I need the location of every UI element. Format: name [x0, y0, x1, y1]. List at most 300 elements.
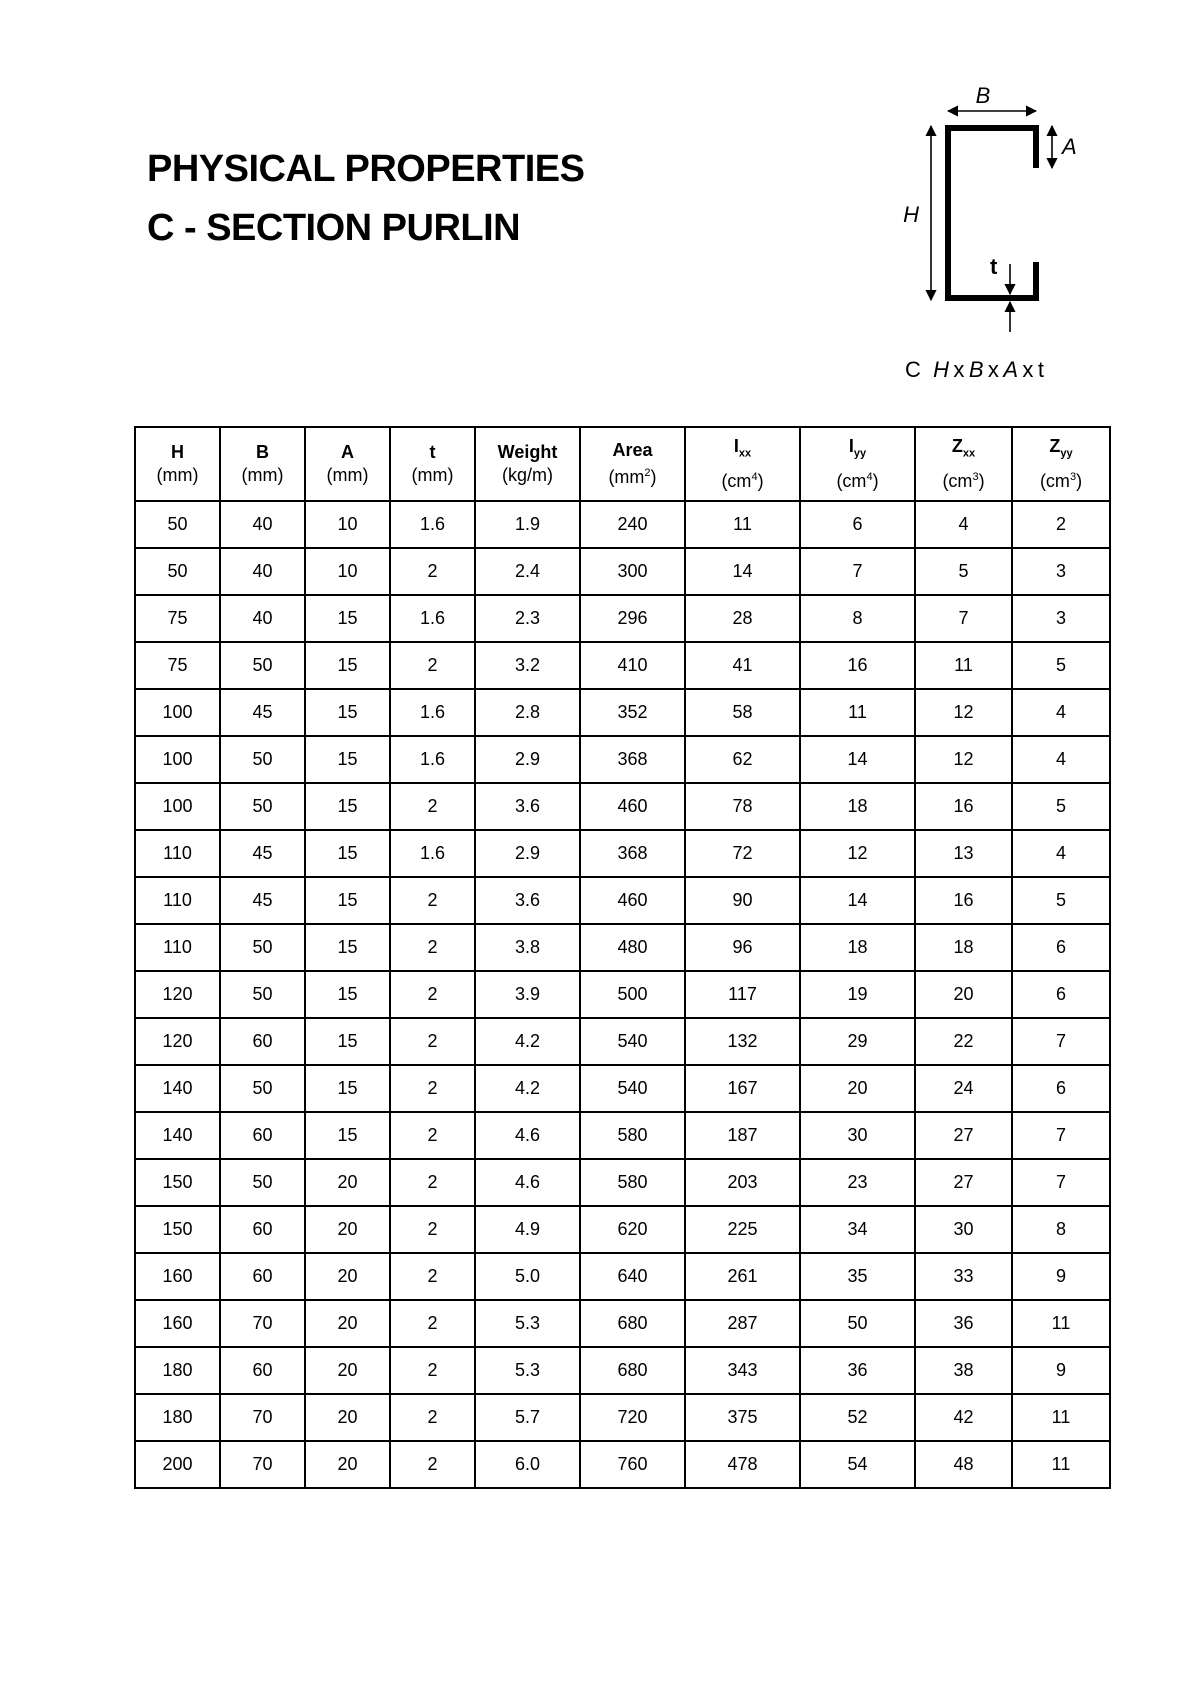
- table-cell: 460: [580, 783, 685, 830]
- designation-b: B: [968, 357, 984, 382]
- header-unit-text: (cm: [836, 470, 867, 491]
- header-unit: [581, 462, 684, 489]
- table-cell: 40: [220, 548, 305, 595]
- header-unit-text: (cm: [1039, 470, 1070, 491]
- table-cell: 13: [915, 830, 1012, 877]
- table-cell: 540: [580, 1018, 685, 1065]
- page-subtitle: C - SECTION PURLIN: [147, 207, 521, 249]
- table-cell: 4: [915, 501, 1012, 548]
- table-cell: 96: [685, 924, 800, 971]
- table-cell: 3: [1012, 548, 1110, 595]
- table-cell: 261: [685, 1253, 800, 1300]
- table-cell: 14: [800, 877, 915, 924]
- table-cell: 640: [580, 1253, 685, 1300]
- table-cell: 100: [135, 783, 220, 830]
- table-cell: 60: [220, 1206, 305, 1253]
- table-cell: 20: [915, 971, 1012, 1018]
- table-cell: 15: [305, 1112, 390, 1159]
- table-cell: 2: [390, 1441, 475, 1488]
- table-cell: 580: [580, 1159, 685, 1206]
- table-cell: 3.8: [475, 924, 580, 971]
- header-unit-exponent: 4: [751, 470, 758, 483]
- table-row: [135, 1394, 1110, 1441]
- table-cell: 2: [390, 924, 475, 971]
- header-unit: [136, 464, 219, 487]
- header-symbol: t: [429, 442, 436, 462]
- label-h: H: [903, 202, 919, 227]
- header-unit: [916, 466, 1011, 493]
- table-cell: 200: [135, 1441, 220, 1488]
- table-cell: 60: [220, 1253, 305, 1300]
- table-cell: 3.2: [475, 642, 580, 689]
- table-cell: 15: [305, 642, 390, 689]
- table-cell: 45: [220, 830, 305, 877]
- table-cell: 50: [220, 783, 305, 830]
- table-cell: 7: [1012, 1018, 1110, 1065]
- table-cell: 50: [220, 642, 305, 689]
- header-symbol: Z: [951, 436, 963, 457]
- table-cell: 90: [685, 877, 800, 924]
- designation-a: A: [1003, 357, 1019, 382]
- table-cell: 33: [915, 1253, 1012, 1300]
- table-cell: 19: [800, 971, 915, 1018]
- table-row: [135, 548, 1110, 595]
- table-cell: 2.8: [475, 689, 580, 736]
- table-cell: 10: [305, 548, 390, 595]
- table-cell: 29: [800, 1018, 915, 1065]
- table-cell: 3.6: [475, 877, 580, 924]
- table-cell: 15: [305, 689, 390, 736]
- table-cell: 11: [915, 642, 1012, 689]
- table-cell: 30: [915, 1206, 1012, 1253]
- table-cell: 42: [915, 1394, 1012, 1441]
- table-cell: 75: [135, 642, 220, 689]
- table-cell: 1.9: [475, 501, 580, 548]
- table-cell: 20: [305, 1394, 390, 1441]
- header-unit: [801, 466, 914, 493]
- table-cell: 5.7: [475, 1394, 580, 1441]
- header-symbol: A: [341, 442, 354, 462]
- label-t: t: [990, 254, 998, 279]
- table-cell: 72: [685, 830, 800, 877]
- header-unit: [476, 464, 579, 487]
- header-subscript: xx: [738, 447, 752, 460]
- header-unit-text: (cm: [942, 470, 973, 491]
- table-cell: 2: [390, 1112, 475, 1159]
- table-cell: 6: [1012, 971, 1110, 1018]
- table-row: [135, 1347, 1110, 1394]
- table-cell: 34: [800, 1206, 915, 1253]
- table-cell: 50: [220, 1159, 305, 1206]
- table-cell: 1.6: [390, 501, 475, 548]
- table-cell: 500: [580, 971, 685, 1018]
- table-cell: 15: [305, 830, 390, 877]
- table-cell: 60: [220, 1018, 305, 1065]
- table-cell: 5: [1012, 783, 1110, 830]
- table-cell: 580: [580, 1112, 685, 1159]
- table-cell: 6.0: [475, 1441, 580, 1488]
- table-cell: 70: [220, 1441, 305, 1488]
- table-cell: 5: [1012, 642, 1110, 689]
- table-header-row: [135, 427, 1110, 501]
- table-cell: 62: [685, 736, 800, 783]
- table-cell: 2: [390, 1347, 475, 1394]
- table-cell: 54: [800, 1441, 915, 1488]
- table-cell: 2: [390, 783, 475, 830]
- table-cell: 460: [580, 877, 685, 924]
- table-cell: 3.6: [475, 783, 580, 830]
- header-unit-close: ): [872, 470, 879, 491]
- table-cell: 24: [915, 1065, 1012, 1112]
- table-cell: 11: [1012, 1441, 1110, 1488]
- table-cell: 110: [135, 830, 220, 877]
- header-unit-close: ): [277, 465, 284, 485]
- table-cell: 20: [800, 1065, 915, 1112]
- table-cell: 30: [800, 1112, 915, 1159]
- table-cell: 100: [135, 689, 220, 736]
- table-cell: 140: [135, 1112, 220, 1159]
- table-cell: 4: [1012, 830, 1110, 877]
- table-cell: 132: [685, 1018, 800, 1065]
- header-symbol: I: [848, 436, 854, 457]
- table-row: [135, 1441, 1110, 1488]
- header-unit-text: (mm: [156, 465, 193, 485]
- column-header: [135, 427, 220, 501]
- table-cell: 45: [220, 689, 305, 736]
- table-cell: 680: [580, 1300, 685, 1347]
- table-cell: 2: [390, 877, 475, 924]
- table-cell: 23: [800, 1159, 915, 1206]
- table-cell: 300: [580, 548, 685, 595]
- header-unit-close: ): [650, 467, 657, 487]
- table-cell: 3: [1012, 595, 1110, 642]
- table-cell: 1.6: [390, 830, 475, 877]
- table-cell: 50: [220, 971, 305, 1018]
- column-header: [915, 427, 1012, 501]
- c-section-diagram: [880, 78, 1110, 338]
- table-cell: 110: [135, 877, 220, 924]
- table-cell: 296: [580, 595, 685, 642]
- table-cell: 15: [305, 924, 390, 971]
- table-cell: 8: [800, 595, 915, 642]
- table-row: [135, 1206, 1110, 1253]
- table-cell: 120: [135, 971, 220, 1018]
- table-cell: 35: [800, 1253, 915, 1300]
- header-unit-close: ): [547, 465, 553, 485]
- designation-h: H: [933, 357, 950, 382]
- header-unit-text: (mm: [608, 467, 645, 487]
- table-cell: 180: [135, 1394, 220, 1441]
- designation-t: t: [1037, 357, 1044, 382]
- header-subscript: xx: [962, 447, 976, 460]
- table-cell: 11: [1012, 1300, 1110, 1347]
- designation-x1: x: [953, 357, 965, 382]
- table-cell: 680: [580, 1347, 685, 1394]
- table-cell: 70: [220, 1394, 305, 1441]
- header-unit-text: (mm: [411, 465, 448, 485]
- column-header: [580, 427, 685, 501]
- table-cell: 4.9: [475, 1206, 580, 1253]
- table-cell: 50: [135, 548, 220, 595]
- table-cell: 18: [800, 924, 915, 971]
- header-unit: [391, 464, 474, 487]
- column-header: [220, 427, 305, 501]
- table-cell: 18: [800, 783, 915, 830]
- table-cell: 4.6: [475, 1112, 580, 1159]
- header-symbol: Z: [1049, 436, 1061, 457]
- table-cell: 18: [915, 924, 1012, 971]
- table-cell: 11: [800, 689, 915, 736]
- table-cell: 2: [390, 1018, 475, 1065]
- column-header: [1012, 427, 1110, 501]
- table-cell: 225: [685, 1206, 800, 1253]
- table-cell: 410: [580, 642, 685, 689]
- table-cell: 2: [390, 1206, 475, 1253]
- header-subscript: yy: [853, 447, 867, 460]
- table-cell: 10: [305, 501, 390, 548]
- table-cell: 1.6: [390, 595, 475, 642]
- table-row: [135, 1112, 1110, 1159]
- table-cell: 2: [390, 1253, 475, 1300]
- table-cell: 58: [685, 689, 800, 736]
- column-header: [800, 427, 915, 501]
- table-cell: 20: [305, 1253, 390, 1300]
- physical-properties-table: [134, 426, 1111, 1489]
- table-cell: 7: [1012, 1112, 1110, 1159]
- table-row: [135, 736, 1110, 783]
- header-unit-exponent: 3: [1069, 470, 1077, 483]
- table-cell: 4.6: [475, 1159, 580, 1206]
- table-cell: 240: [580, 501, 685, 548]
- table-cell: 5: [1012, 877, 1110, 924]
- table-cell: 368: [580, 736, 685, 783]
- table-row: [135, 1065, 1110, 1112]
- table-cell: 12: [800, 830, 915, 877]
- table-cell: 368: [580, 830, 685, 877]
- column-header: [685, 427, 800, 501]
- header-unit-close: ): [1076, 470, 1083, 491]
- table-cell: 15: [305, 595, 390, 642]
- table-cell: 36: [800, 1347, 915, 1394]
- header-unit-text: (mm: [326, 465, 363, 485]
- header-unit-close: ): [447, 465, 454, 485]
- table-cell: 287: [685, 1300, 800, 1347]
- table-cell: 117: [685, 971, 800, 1018]
- header-subscript: yy: [1060, 447, 1073, 460]
- table-cell: 100: [135, 736, 220, 783]
- table-cell: 150: [135, 1159, 220, 1206]
- table-cell: 60: [220, 1112, 305, 1159]
- table-cell: 3.9: [475, 971, 580, 1018]
- table-row: [135, 501, 1110, 548]
- table-cell: 20: [305, 1441, 390, 1488]
- table-cell: 2.9: [475, 736, 580, 783]
- table-cell: 50: [135, 501, 220, 548]
- header-unit: [221, 464, 304, 487]
- table-cell: 2: [390, 971, 475, 1018]
- table-cell: 22: [915, 1018, 1012, 1065]
- table-cell: 16: [915, 783, 1012, 830]
- header-unit: [306, 464, 389, 487]
- table-cell: 203: [685, 1159, 800, 1206]
- designation-x2: x: [987, 357, 999, 382]
- table-cell: 7: [800, 548, 915, 595]
- table-row: [135, 877, 1110, 924]
- table-cell: 40: [220, 501, 305, 548]
- table-cell: 28: [685, 595, 800, 642]
- label-b: B: [975, 83, 991, 108]
- header-symbol: I: [733, 436, 739, 457]
- table-cell: 160: [135, 1253, 220, 1300]
- table-row: [135, 971, 1110, 1018]
- table-cell: 15: [305, 971, 390, 1018]
- table-cell: 4: [1012, 736, 1110, 783]
- header-symbol: Weight: [497, 442, 558, 462]
- table-cell: 4.2: [475, 1065, 580, 1112]
- table-cell: 9: [1012, 1253, 1110, 1300]
- table-cell: 14: [800, 736, 915, 783]
- header-unit-close: ): [757, 470, 764, 491]
- table-cell: 2.3: [475, 595, 580, 642]
- table-cell: 70: [220, 1300, 305, 1347]
- table-body: [135, 501, 1110, 1488]
- table-cell: 20: [305, 1347, 390, 1394]
- header-unit: [1013, 466, 1109, 493]
- table-row: [135, 830, 1110, 877]
- table-cell: 27: [915, 1112, 1012, 1159]
- header-unit-close: ): [362, 465, 369, 485]
- table-cell: 140: [135, 1065, 220, 1112]
- table-cell: 160: [135, 1300, 220, 1347]
- table-cell: 9: [1012, 1347, 1110, 1394]
- table-cell: 187: [685, 1112, 800, 1159]
- table-cell: 40: [220, 595, 305, 642]
- table-cell: 50: [220, 1065, 305, 1112]
- header-unit-close: ): [978, 470, 985, 491]
- table-cell: 60: [220, 1347, 305, 1394]
- header-unit: [686, 466, 799, 493]
- table-cell: 2.4: [475, 548, 580, 595]
- table-cell: 15: [305, 783, 390, 830]
- header-unit-exponent: 3: [972, 470, 979, 483]
- table-cell: 540: [580, 1065, 685, 1112]
- table-cell: 45: [220, 877, 305, 924]
- table-cell: 8: [1012, 1206, 1110, 1253]
- table-cell: 478: [685, 1441, 800, 1488]
- table-cell: 4: [1012, 689, 1110, 736]
- table-cell: 2: [390, 1159, 475, 1206]
- header-unit-exponent: 2: [644, 467, 651, 479]
- table-cell: 2: [390, 1394, 475, 1441]
- table-cell: 375: [685, 1394, 800, 1441]
- table-cell: 343: [685, 1347, 800, 1394]
- table-cell: 15: [305, 1065, 390, 1112]
- table-cell: 480: [580, 924, 685, 971]
- table-cell: 167: [685, 1065, 800, 1112]
- table-cell: 7: [1012, 1159, 1110, 1206]
- table-cell: 760: [580, 1441, 685, 1488]
- table-cell: 2: [390, 1300, 475, 1347]
- table-cell: 15: [305, 736, 390, 783]
- table-row: [135, 1253, 1110, 1300]
- table-cell: 41: [685, 642, 800, 689]
- header-symbol: B: [256, 442, 269, 462]
- table-cell: 5.3: [475, 1347, 580, 1394]
- table-cell: 620: [580, 1206, 685, 1253]
- table-cell: 2: [390, 1065, 475, 1112]
- table-cell: 2: [1012, 501, 1110, 548]
- table-cell: 20: [305, 1159, 390, 1206]
- table-cell: 1.6: [390, 689, 475, 736]
- table-cell: 14: [685, 548, 800, 595]
- table-cell: 15: [305, 1018, 390, 1065]
- table-row: [135, 642, 1110, 689]
- table-row: [135, 1159, 1110, 1206]
- header-unit-close: ): [192, 465, 199, 485]
- table-cell: 2: [390, 642, 475, 689]
- label-a: A: [1062, 134, 1077, 159]
- table-cell: 38: [915, 1347, 1012, 1394]
- header-symbol: H: [171, 442, 184, 462]
- table-cell: 6: [1012, 924, 1110, 971]
- designation-prefix: C: [905, 357, 921, 382]
- table-cell: 110: [135, 924, 220, 971]
- table-cell: 52: [800, 1394, 915, 1441]
- section-designation: [905, 359, 1044, 381]
- table-cell: 12: [915, 689, 1012, 736]
- table-cell: 12: [915, 736, 1012, 783]
- table-cell: 352: [580, 689, 685, 736]
- table-cell: 7: [915, 595, 1012, 642]
- table-cell: 16: [915, 877, 1012, 924]
- designation-x3: x: [1022, 357, 1034, 382]
- table-cell: 50: [800, 1300, 915, 1347]
- header-unit-exponent: 4: [866, 470, 873, 483]
- header-unit-text: (cm: [721, 470, 752, 491]
- table-cell: 6: [1012, 1065, 1110, 1112]
- table-cell: 75: [135, 595, 220, 642]
- table-cell: 150: [135, 1206, 220, 1253]
- table-cell: 50: [220, 736, 305, 783]
- table-cell: 16: [800, 642, 915, 689]
- table-row: [135, 1300, 1110, 1347]
- column-header: [475, 427, 580, 501]
- table-cell: 5: [915, 548, 1012, 595]
- table-row: [135, 783, 1110, 830]
- table-cell: 15: [305, 877, 390, 924]
- table-cell: 6: [800, 501, 915, 548]
- table-cell: 11: [1012, 1394, 1110, 1441]
- table-row: [135, 924, 1110, 971]
- table-cell: 27: [915, 1159, 1012, 1206]
- table-cell: 5.0: [475, 1253, 580, 1300]
- table-cell: 36: [915, 1300, 1012, 1347]
- table-cell: 4.2: [475, 1018, 580, 1065]
- table-cell: 5.3: [475, 1300, 580, 1347]
- page-title: PHYSICAL PROPERTIES: [147, 148, 585, 190]
- table-cell: 720: [580, 1394, 685, 1441]
- table-row: [135, 595, 1110, 642]
- table-cell: 120: [135, 1018, 220, 1065]
- header-symbol: Area: [612, 440, 653, 460]
- table-row: [135, 1018, 1110, 1065]
- header-unit-text: (mm: [241, 465, 278, 485]
- table-cell: 78: [685, 783, 800, 830]
- table-cell: 2: [390, 548, 475, 595]
- table-cell: 50: [220, 924, 305, 971]
- table-cell: 2.9: [475, 830, 580, 877]
- table-cell: 20: [305, 1206, 390, 1253]
